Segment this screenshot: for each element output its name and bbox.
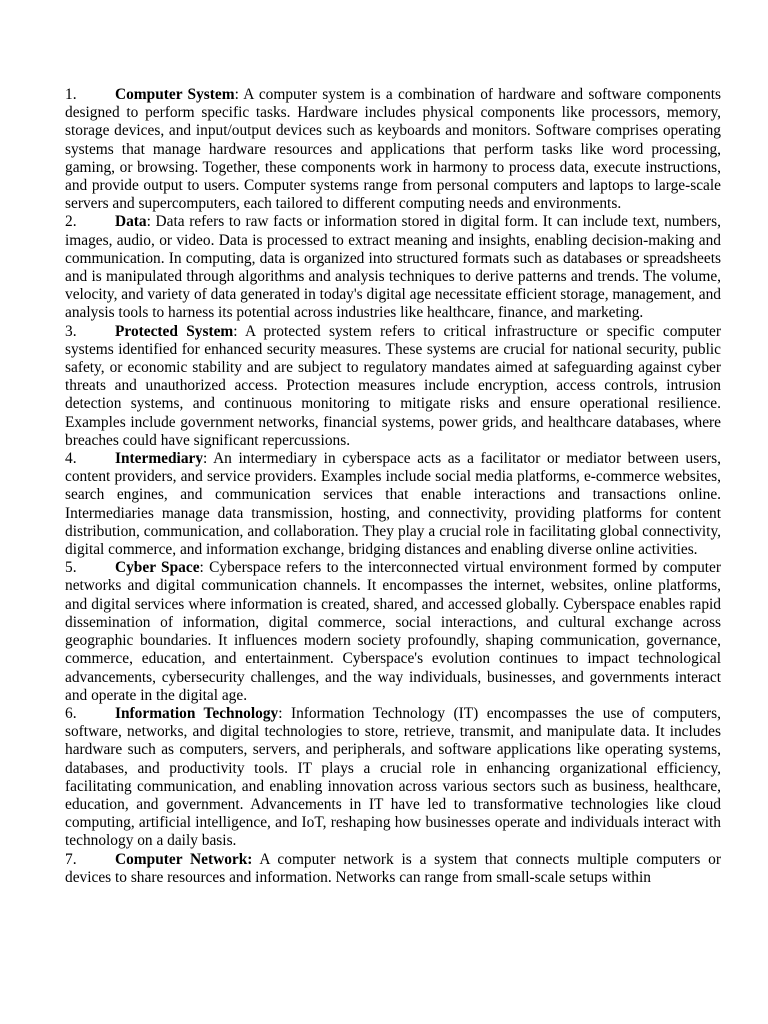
document-page [65, 86, 721, 887]
item-number: 4. [65, 450, 77, 468]
item-number: 2. [65, 213, 77, 231]
definition-item-5 [65, 559, 721, 705]
item-term: Data [115, 213, 147, 231]
item-separator: : [199, 559, 204, 577]
item-text: Information Technology (IT) encompasses the use of computers, software, networks, and digital technologies to store, retrieve, transmit, and manipulate data. It includes hardware such as computers, servers, and peripherals, and software applications like operating systems, databases, and productivity tools. IT plays a crucial role in enhancing organizational efficiency, facilitating communication, and enabling innovation across various sectors such as business, healthcare, education, and government. Advancements in IT have led to transformative technologies like cloud computing, artificial intelligence, and IoT, reshaping how businesses operate and individuals interact with technology on a daily basis. [65, 704, 721, 850]
item-separator: : [233, 322, 238, 340]
item-term: Intermediary [115, 450, 204, 468]
item-separator: : [278, 704, 283, 722]
item-text: Cyberspace refers to the interconnected virtual environment formed by computer networks and digital communication channels. It encompasses the internet, websites, online platforms, and digital services where information is created, shared, and accessed globally. Cyberspace enables rapid dissemination of information, digital commerce, social interactions, and cultural exchange across geographic boundaries. It influences modern society profoundly, shaping communication, governance, commerce, education, and entertainment. Cyberspace's evolution continues to impact technological advancements, cybersecurity challenges, and the way individuals, businesses, and governments interact and operate in the digital age. [65, 559, 722, 704]
definition-item-1 [65, 86, 721, 213]
item-term: Information Technology [115, 704, 279, 722]
item-text: An intermediary in cyberspace acts as a facilitator or mediator between users, content providers, and service providers. Examples include social media platforms, e-commerce websites, search engines, and communication services that enable interactions and transactions online. Intermediaries manage data transmission, hosting, and connectivity, providing platforms for content distribution, communication, and collaboration. They play a crucial role in facilitating global connectivity, digital commerce, and information exchange, bridging distances and enabling diverse online activities. [65, 450, 721, 559]
item-text: A computer system is a combination of hardware and software components designed to perform specific tasks. Hardware includes physical components like processors, memory, storage devices, and input/output devices such as keyboards and monitors. Software comprises operating systems that manage hardware resources and applications that perform tasks like word processing, gaming, or browsing. Together, these components work in harmony to process data, execute instructions, and provide output to users. Computer systems range from personal computers and laptops to large-scale servers and supercomputers, each tailored to different computing needs and environments. [65, 86, 721, 213]
item-number: 5. [65, 559, 77, 577]
definition-item-2 [65, 213, 721, 322]
item-text: A protected system refers to critical infrastructure or specific computer systems identified for enhanced security measures. These systems are crucial for national security, public safety, or economic stability and are subject to regulatory mandates aimed at safeguarding against cyber threats and unauthorized access. Protection measures include encryption, access controls, intrusion detection systems, and continuous monitoring to mitigate risks and ensure operational resilience. Examples include government networks, financial systems, power grids, and healthcare databases, where breaches could have significant repercussions. [65, 322, 721, 449]
item-separator: : [234, 86, 239, 103]
item-text: A computer network is a system that connects multiple computers or devices to share resources and information. Networks can range from small-scale setups within [65, 850, 721, 886]
item-number: 6. [65, 704, 77, 722]
definition-item-7 [65, 851, 721, 887]
item-term: Computer System [115, 86, 235, 103]
item-term: Protected System [115, 322, 234, 340]
item-number: 1. [65, 86, 77, 103]
item-number: 3. [65, 322, 77, 340]
item-term: Cyber Space [115, 559, 200, 577]
item-number: 7. [65, 850, 77, 868]
definition-item-3 [65, 323, 721, 450]
definition-item-4 [65, 450, 721, 559]
definition-item-6 [65, 705, 721, 851]
item-text: Data refers to raw facts or information stored in digital form. It can include text, numbers, images, audio, or video. Data is processed to extract meaning and insights, enabling decision-making and communication. In computing, data is organized into structured formats such as databases or spreadsheets and is manipulated through algorithms and analysis techniques to derive patterns and trends. The volume, velocity, and variety of data generated in today's digital age necessitate efficient storage, management, and analysis tools to harness its potential across industries like healthcare, finance, and marketing. [65, 213, 721, 322]
item-separator: : [146, 213, 151, 231]
item-separator: : [203, 450, 208, 468]
item-term: Computer Network: [115, 850, 253, 868]
